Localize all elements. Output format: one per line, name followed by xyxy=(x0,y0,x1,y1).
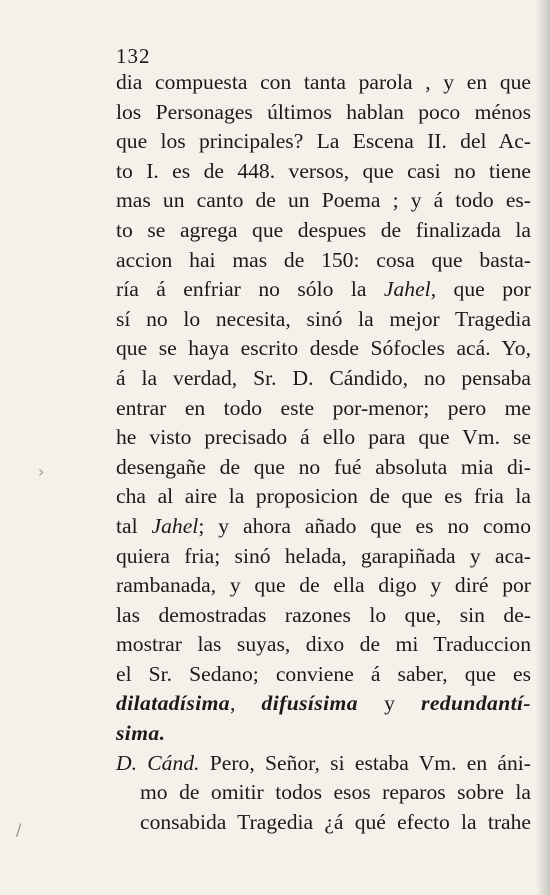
text-line: mostrar las suyas, dixo de mi Traduccion xyxy=(116,632,531,657)
page-number: 132 xyxy=(116,44,151,68)
speaker-label: D. Cánd. xyxy=(116,750,200,775)
text-line: entrar en todo este por-menor; pero me xyxy=(116,395,531,420)
text-line: que se haya escrito desde Sófocles acá. Yo, xyxy=(116,336,531,361)
text-line: mas un canto de un Poema ; y á todo es- xyxy=(116,188,531,213)
text-line: dilatadísima, difusísima y redundantí- xyxy=(116,691,532,716)
emphasis-term: difusísima xyxy=(261,691,358,716)
text-line: desengañe de que no fué absoluta mia di- xyxy=(116,454,531,479)
text-line: sí no lo necesita, sinó la mejor Tragedia xyxy=(116,306,531,331)
emphasis-title: Jahel xyxy=(151,513,199,538)
emphasis-term: sima. xyxy=(116,721,166,746)
text-line xyxy=(116,719,531,749)
text-line: quiera fria; sinó helada, garapiñada y aca- xyxy=(116,543,531,568)
text-line: á la verdad, Sr. D. Cándido, no pensaba xyxy=(116,365,531,390)
text-line: los Personages últimos hablan poco ménos xyxy=(116,99,531,124)
emphasis-term: redundantí- xyxy=(421,691,532,716)
margin-mark: › xyxy=(38,462,45,481)
text-line: que los principales? La Escena II. del Ac- xyxy=(116,129,531,154)
text-line: consabida Tragedia ¿á qué efecto la trahe xyxy=(140,809,531,834)
margin-mark: / xyxy=(16,820,22,839)
text-line: he visto precisado á ello para que Vm. se xyxy=(116,425,531,450)
text-line: el Sr. Sedano; conviene á saber, que es xyxy=(116,661,531,686)
text-line: ría á enfriar no sólo la Jahel, que por xyxy=(116,277,531,302)
page-edge-shadow xyxy=(536,0,550,895)
body-text xyxy=(116,68,531,837)
dialogue-line: D. Cánd. Pero, Señor, si estaba Vm. en áni- xyxy=(116,750,531,775)
text-line: dia compuesta con tanta parola , y en que xyxy=(116,70,531,94)
text-line: cha al aire la proposicion de que es fria la xyxy=(116,484,531,509)
text-line: to se agrega que despues de finalizada la xyxy=(116,217,531,242)
text-line: las demostradas razones lo que, sin de- xyxy=(116,602,531,627)
text-line: tal Jahel; y ahora añado que es no como xyxy=(116,513,531,538)
emphasis-term: dilatadísima xyxy=(116,691,230,716)
text-line: to I. es de 448. versos, que casi no tiene xyxy=(116,158,531,183)
emphasis-title: Jahel xyxy=(383,277,431,302)
text-line: rambanada, y que de ella digo y diré por xyxy=(116,573,531,598)
text-line: mo de omitir todos esos reparos sobre la xyxy=(140,780,531,805)
text-line: accion hai mas de 150: cosa que basta- xyxy=(116,247,531,272)
